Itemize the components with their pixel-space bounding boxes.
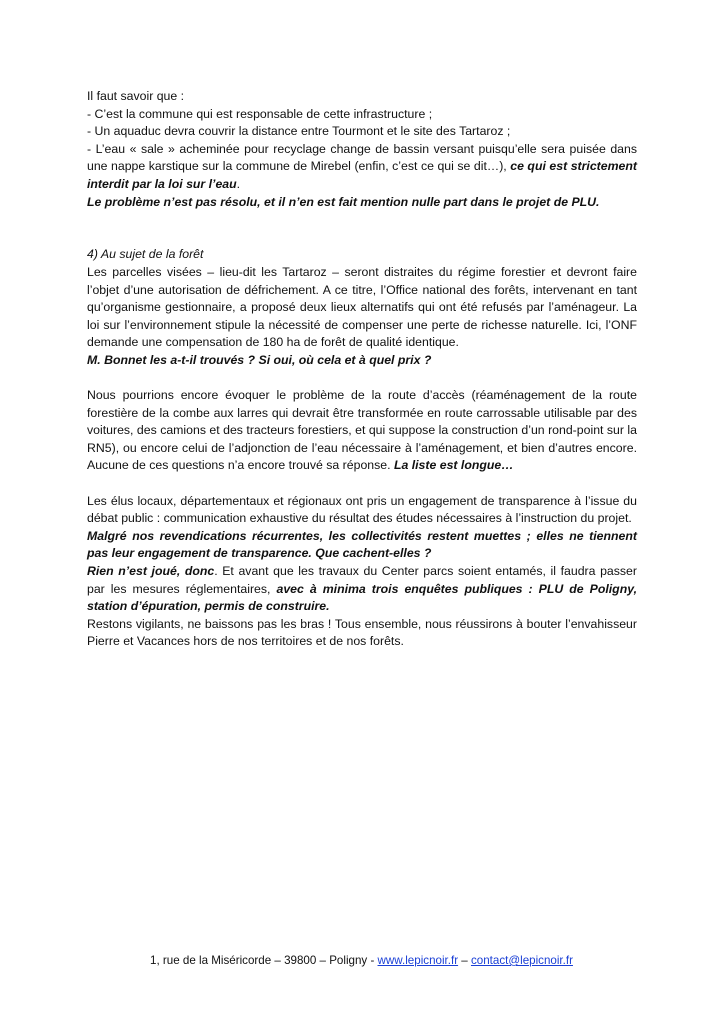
footer-separator: – [458,954,471,967]
document-body [87,88,637,651]
bullet-eau-end: . [236,176,241,191]
problem-statement: Le problème n’est pas résolu, et il n’en est fait mention nulle part dans le projet de PLU. [87,194,600,209]
spacer [87,211,637,246]
bullet-eau-emphasis: ce qui est strictement interdit par la loi sur l’eau [87,159,637,191]
intro-line: Il faut savoir que : [87,89,185,103]
road-emphasis: La liste est longue… [393,458,514,473]
closing-paragraph: Restons vigilants, ne baissons pas les bras ! Tous ensemble, nous réussirons à bouter l’envahisseur Pierre et Vacances hors de nos territoires et de nos forêts. [87,616,637,649]
road-paragraph [87,387,637,475]
rien-paragraph [87,563,637,616]
elus-emphasis: Malgré nos revendications récurrentes, les collectivités restent muettes ; elles ne tiennent pas leur engagement de transparence. Que cachent-elles ? [87,528,637,561]
bullet-eau-text: - L’eau « sale » acheminée pour recyclage change de bassin versant puisqu’elle sera puisée dans une nappe karstique sur la commune de Mirebel (enfin, c’est ce qui se dit…), [87,141,637,174]
page-footer [0,954,723,967]
section-title-foret: 4) Au sujet de la forêt [87,247,204,262]
forest-question: M. Bonnet les a-t-il trouvés ? Si oui, où cela et à quel prix ? [87,352,432,367]
rien-text: . Et avant que les travaux du Center parcs soient entamés, il faudra passer par les mesures réglementaires, [87,564,637,596]
road-text: Nous pourrions encore évoquer le problème de la route d’accès (réaménagement de la route forestière de la combe aux larres qui devrait être transformée en route carrossable utilisable par des voitures, des camions et des tracteurs forestiers, et qui suppose la construction d’un rond-point sur la RN5), ou encore celui de l’adjonction de l’eau nécessaire à l’aménagement, et bien d’autres encore. Aucune de ces questions n’a encore trouvé sa réponse. [87,388,637,473]
footer-email-link[interactable]: contact@lepicnoir.fr [470,954,573,967]
bullet-eau [87,141,637,194]
forest-paragraph: Les parcelles visées – lieu-dit les Tartaroz – seront distraites du régime forestier et devront faire l’objet d’une autorisation de défrichement. A ce titre, l’Office national des forêts, intervenant en tant qu’organisme gestionnaire, a proposé deux lieux alternatifs qui ont été refusés par l’aménageur. La loi sur l’environnement stipule la nécessité de compenser une perte de richesse naturelle. Ici, l’ONF demande une compensation de 180 ha de forêt de qualité identique. [87,264,637,350]
footer-address: 1, rue de la Miséricorde – 39800 – Poligny - [150,954,378,967]
elus-paragraph: Les élus locaux, départementaux et régionaux ont pris un engagement de transparence à l’issue du débat public : communication exhaustive du résultat des études nécessaires à l’instruction du projet. [87,493,637,526]
spacer [87,475,637,493]
spacer [87,370,637,388]
rien-emphasis-2: avec à minima trois enquêtes publiques : PLU de Poligny, station d’épuration, permis de construire. [87,581,638,614]
bullet-infrastructure: - C’est la commune qui est responsable de cette infrastructure ; [87,106,433,121]
rien-emphasis: Rien n’est joué, donc [87,564,215,579]
footer-website-link[interactable]: www.lepicnoir.fr [377,954,459,967]
bullet-aquaduc: - Un aquaduc devra couvrir la distance entre Tourmont et le site des Tartaroz ; [87,124,511,139]
